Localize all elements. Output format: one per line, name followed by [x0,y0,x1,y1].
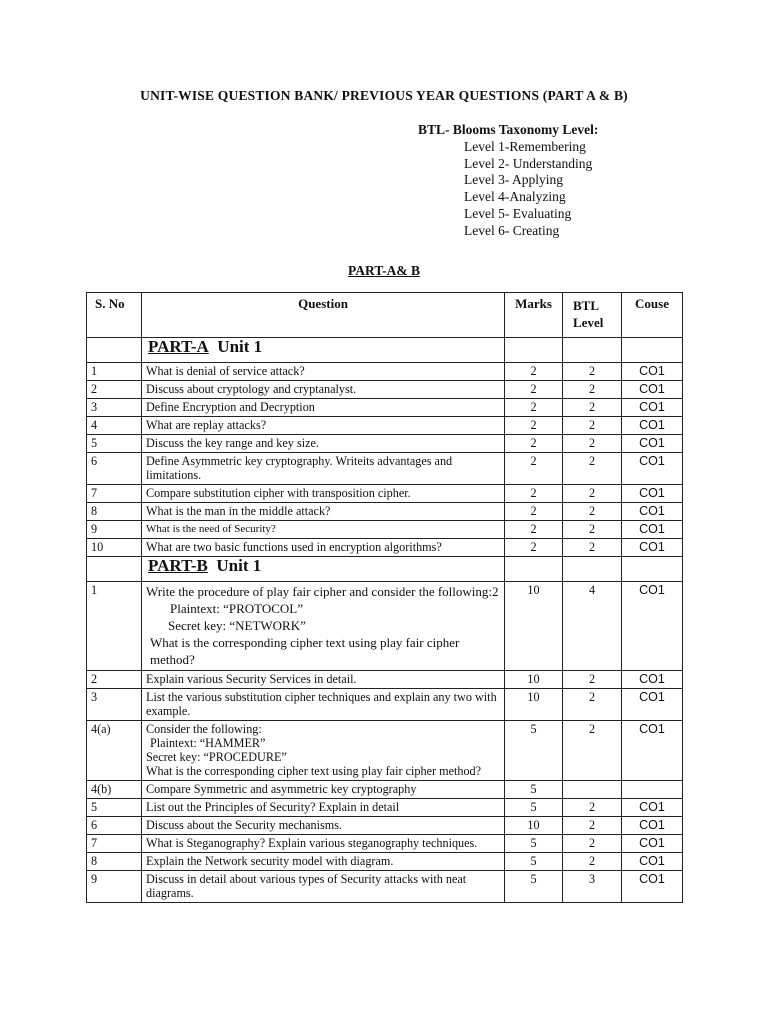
btl-level-6: Level 6- Creating [464,222,560,238]
table-row [87,381,683,399]
cell-btl: 4 [563,582,622,671]
question-line: Write the procedure of play fair cipher and consider the following:2 [146,584,499,599]
cell-marks: 2 [505,539,563,557]
cell-sno: 2 [87,671,142,689]
cell-co: CO1 [622,871,683,903]
cell-question: Discuss about cryptology and cryptanalyst. [142,381,505,399]
cell-marks: 2 [505,503,563,521]
cell-co: CO1 [622,503,683,521]
table-row [87,835,683,853]
cell-question: What is Steganography? Explain various steganography techniques. [142,835,505,853]
cell-btl: 2 [563,453,622,485]
cell-btl: 2 [563,817,622,835]
btl-level-4: Level 4-Analyzing [464,189,566,205]
cell-question: List the various substitution cipher techniques and explain any two with example. [142,689,505,721]
table-row [87,871,683,903]
cell-marks: 10 [505,671,563,689]
cell-marks: 10 [505,817,563,835]
cell-question [142,721,505,781]
cell-marks: 10 [505,689,563,721]
table-row [87,539,683,557]
cell-sno: 3 [87,399,142,417]
cell-co: CO1 [622,417,683,435]
cell-marks: 5 [505,799,563,817]
header-btl-line1: BTL [573,298,600,313]
cell-sno: 1 [87,363,142,381]
table-row [87,671,683,689]
cell-co: CO1 [622,485,683,503]
cell-question: What are two basic functions used in encryption algorithms? [142,539,505,557]
cell-co: CO1 [622,853,683,871]
question-table [86,292,683,903]
cell-co: CO1 [622,381,683,399]
cell-marks: 2 [505,521,563,539]
cell-marks: 2 [505,485,563,503]
cell-co: CO1 [622,582,683,671]
part-b-unit: Unit 1 [216,556,262,575]
cell-sno: 10 [87,539,142,557]
cell-marks: 5 [505,781,563,799]
cell-sno: 5 [87,435,142,453]
cell-sno: 9 [87,521,142,539]
cell-question: Discuss the key range and key size. [142,435,505,453]
btl-level-3: Level 3- Applying [464,172,563,188]
cell-marks: 5 [505,853,563,871]
cell-question: What are replay attacks? [142,417,505,435]
table-row [87,521,683,539]
cell-marks: 2 [505,381,563,399]
cell-question: Discuss about the Security mechanisms. [142,817,505,835]
table-header-row [87,293,683,338]
cell-sno: 7 [87,485,142,503]
cell-sno: 8 [87,853,142,871]
cell-sno: 6 [87,453,142,485]
cell-co: CO1 [622,521,683,539]
table-row [87,721,683,781]
table-row [87,485,683,503]
cell-question: What is denial of service attack? [142,363,505,381]
cell-co: CO1 [622,671,683,689]
question-line: Consider the following: [146,722,262,736]
cell-marks: 5 [505,721,563,781]
question-line: What is the corresponding cipher text using play fair cipher method? [150,635,460,667]
cell-marks: 2 [505,435,563,453]
table-row [87,363,683,381]
btl-heading: BTL- Blooms Taxonomy Level: [418,122,599,137]
header-marks: Marks [505,293,563,338]
cell-sno: 4 [87,417,142,435]
cell-question: Explain the Network security model with diagram. [142,853,505,871]
cell-question: Define Encryption and Decryption [142,399,505,417]
cell-btl: 2 [563,521,622,539]
cell-marks: 2 [505,417,563,435]
part-a-unit: Unit 1 [217,337,263,356]
cell-btl: 2 [563,835,622,853]
cell-btl: 2 [563,721,622,781]
question-line: What is the corresponding cipher text using play fair cipher method? [146,764,482,778]
section-heading-part-a [142,338,505,363]
part-a-label: PART-A [148,337,209,356]
table-row [87,435,683,453]
cell-btl: 2 [563,485,622,503]
cell-sno: 6 [87,817,142,835]
table-row [87,799,683,817]
cell-co [622,781,683,799]
cell-btl: 3 [563,871,622,903]
cell-co: CO1 [622,721,683,781]
table-row [87,853,683,871]
part-title-text: PART-A& B [348,263,420,278]
question-line: Plaintext: “HAMMER” [150,736,266,750]
cell-sno: 1 [87,582,142,671]
table-row [87,817,683,835]
cell-btl: 2 [563,853,622,871]
section-heading-part-b [142,557,505,582]
cell-btl: 2 [563,399,622,417]
cell-co: CO1 [622,363,683,381]
cell-co: CO1 [622,539,683,557]
cell-question: What is the need of Security? [142,521,505,539]
cell-marks: 2 [505,399,563,417]
header-question: Question [142,293,505,338]
cell-question: Explain various Security Services in detail. [142,671,505,689]
cell-question: Compare Symmetric and asymmetric key cryptography [142,781,505,799]
cell-sno: 3 [87,689,142,721]
cell-sno: 8 [87,503,142,521]
header-sno: S. No [87,293,142,338]
cell-sno: 4(b) [87,781,142,799]
cell-co: CO1 [622,435,683,453]
cell-btl: 2 [563,363,622,381]
table-row [87,417,683,435]
cell-co: CO1 [622,453,683,485]
cell-btl: 2 [563,417,622,435]
section-row-part-b [87,557,683,582]
question-line: Secret key: “PROCEDURE” [146,750,287,764]
btl-legend [418,122,598,240]
question-line: Secret key: “NETWORK” [168,618,306,633]
cell-question: Discuss in detail about various types of Security attacks with neat diagrams. [142,871,505,903]
table-row [87,503,683,521]
cell-btl: 2 [563,799,622,817]
cell-co: CO1 [622,399,683,417]
cell-sno: 7 [87,835,142,853]
cell-marks: 5 [505,871,563,903]
question-line: Plaintext: “PROTOCOL” [170,601,304,616]
cell-co: CO1 [622,835,683,853]
section-row-part-a [87,338,683,363]
btl-level-5: Level 5- Evaluating [464,205,572,221]
table-row [87,453,683,485]
part-b-label: PART-B [148,556,208,575]
cell-question: Define Asymmetric key cryptography. Writeits advantages and limitations. [142,453,505,485]
table-row [87,582,683,671]
cell-marks: 5 [505,835,563,853]
cell-question [142,582,505,671]
cell-btl: 2 [563,381,622,399]
cell-marks: 2 [505,453,563,485]
cell-marks: 10 [505,582,563,671]
cell-co: CO1 [622,689,683,721]
cell-question: What is the man in the middle attack? [142,503,505,521]
cell-sno: 9 [87,871,142,903]
btl-level-1: Level 1-Remembering [464,138,586,154]
table-row [87,689,683,721]
cell-question: List out the Principles of Security? Explain in detail [142,799,505,817]
cell-co: CO1 [622,799,683,817]
table-row [87,399,683,417]
cell-btl [563,781,622,799]
cell-sno: 5 [87,799,142,817]
cell-btl: 2 [563,435,622,453]
part-title [0,263,768,279]
header-btl-line2: Level [573,315,604,330]
cell-marks: 2 [505,363,563,381]
cell-btl: 2 [563,689,622,721]
cell-btl: 2 [563,539,622,557]
btl-level-2: Level 2- Understanding [464,155,593,171]
header-btl-level [563,293,622,338]
cell-co: CO1 [622,817,683,835]
table-row [87,781,683,799]
cell-sno: 4(a) [87,721,142,781]
cell-sno: 2 [87,381,142,399]
header-course: Couse [622,293,683,338]
document-title: UNIT-WISE QUESTION BANK/ PREVIOUS YEAR QUESTIONS (PART A & B) [140,88,628,103]
cell-question: Compare substitution cipher with transposition cipher. [142,485,505,503]
cell-btl: 2 [563,671,622,689]
cell-btl: 2 [563,503,622,521]
